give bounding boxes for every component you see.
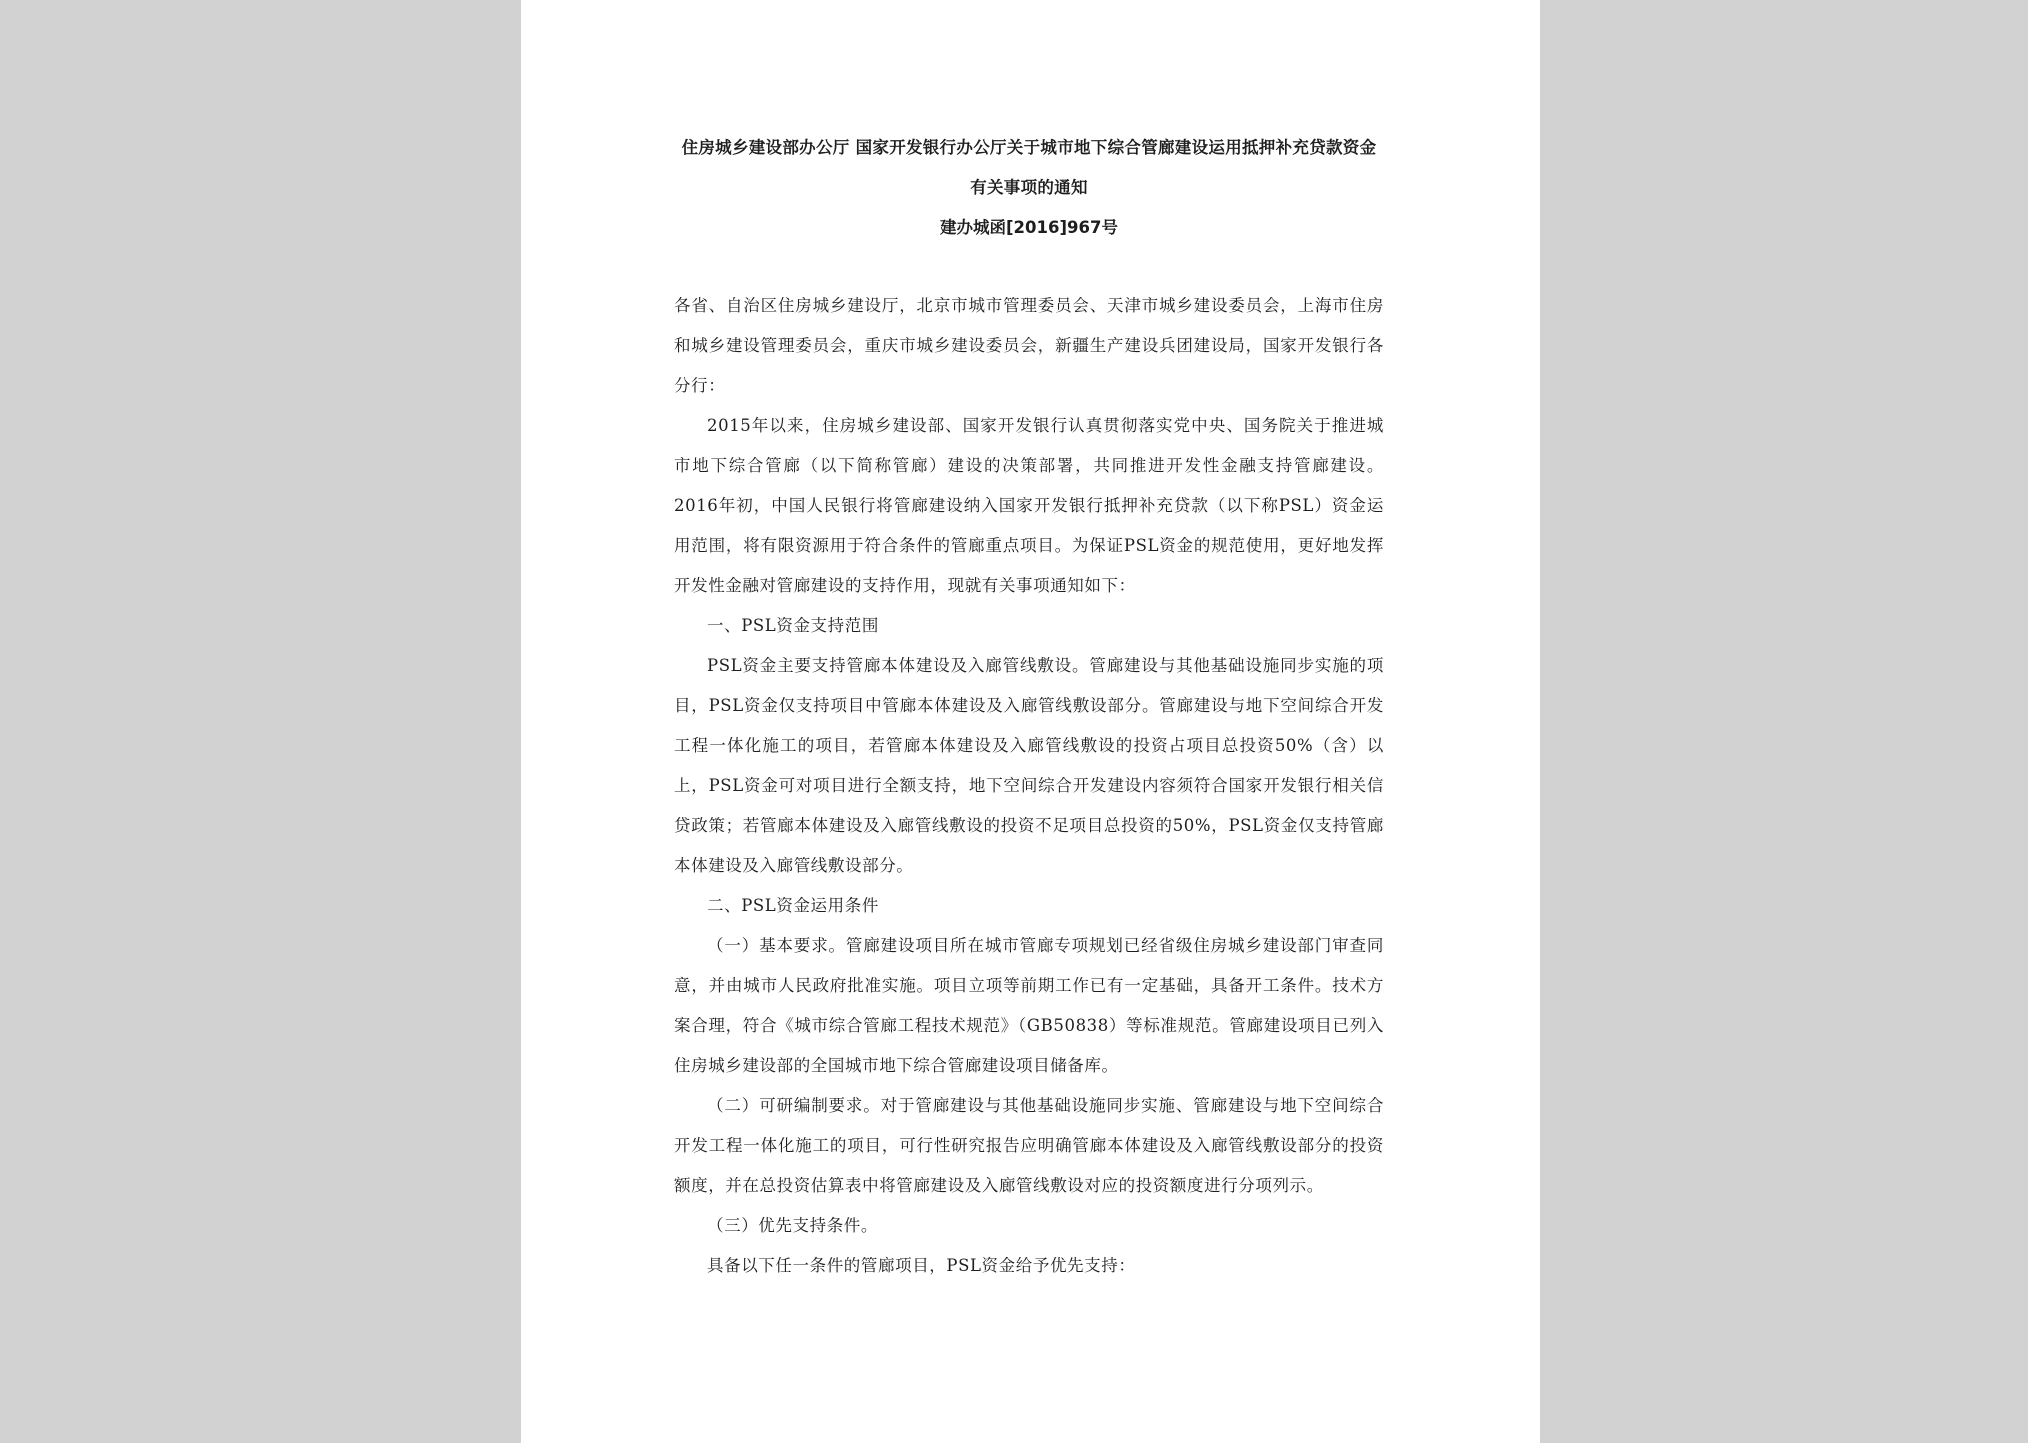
paragraph-feasibility-study: （二）可研编制要求。对于管廊建设与其他基础设施同步实施、管廊建设与地下空间综合开发工程一体化施工的项目，可行性研究报告应明确管廊本体建设及入廊管线敷设部分的投资额度，并在总投资估算表中将管廊建设及入廊管线敷设对应的投资额度进行分项列示。: [674, 1096, 1384, 1195]
paragraph-priority-heading: （三）优先支持条件。: [707, 1216, 878, 1235]
document-content: [674, 128, 1384, 1286]
document-title: 住房城乡建设部办公厅 国家开发银行办公厅关于城市地下综合管廊建设运用抵押补充贷款资金有关事项的通知: [681, 138, 1377, 197]
document-number: 建办城函[2016]967号: [940, 218, 1118, 237]
addressee: 各省、自治区住房城乡建设厅，北京市城市管理委员会、天津市城乡建设委员会，上海市住房和城乡建设管理委员会，重庆市城乡建设委员会，新疆生产建设兵团建设局，国家开发银行各分行：: [674, 296, 1384, 395]
section-heading-2: 二、PSL资金运用条件: [707, 896, 879, 915]
document-body: [674, 286, 1384, 1286]
section-heading-1: 一、PSL资金支持范围: [707, 616, 879, 635]
paragraph-priority-conditions: 具备以下任一条件的管廊项目，PSL资金给予优先支持：: [707, 1256, 1136, 1275]
document-page: [521, 0, 1540, 1443]
paragraph-intro: 2015年以来，住房城乡建设部、国家开发银行认真贯彻落实党中央、国务院关于推进城市地下综合管廊（以下简称管廊）建设的决策部署，共同推进开发性金融支持管廊建设。2016年初，中国人民银行将管廊建设纳入国家开发银行抵押补充贷款（以下称PSL）资金运用范围，将有限资源用于符合条件的管廊重点项目。为保证PSL资金的规范使用，更好地发挥开发性金融对管廊建设的支持作用，现就有关事项通知如下：: [674, 416, 1384, 595]
paragraph-basic-requirements: （一）基本要求。管廊建设项目所在城市管廊专项规划已经省级住房城乡建设部门审查同意，并由城市人民政府批准实施。项目立项等前期工作已有一定基础，具备开工条件。技术方案合理，符合《城市综合管廊工程技术规范》（GB50838）等标准规范。管廊建设项目已列入住房城乡建设部的全国城市地下综合管廊建设项目储备库。: [674, 936, 1384, 1075]
paragraph-support-scope: PSL资金主要支持管廊本体建设及入廊管线敷设。管廊建设与其他基础设施同步实施的项目，PSL资金仅支持项目中管廊本体建设及入廊管线敷设部分。管廊建设与地下空间综合开发工程一体化施工的项目，若管廊本体建设及入廊管线敷设的投资占项目总投资50%（含）以上，PSL资金可对项目进行全额支持，地下空间综合开发建设内容须符合国家开发银行相关信贷政策；若管廊本体建设及入廊管线敷设的投资不足项目总投资的50%，PSL资金仅支持管廊本体建设及入廊管线敷设部分。: [674, 656, 1384, 875]
